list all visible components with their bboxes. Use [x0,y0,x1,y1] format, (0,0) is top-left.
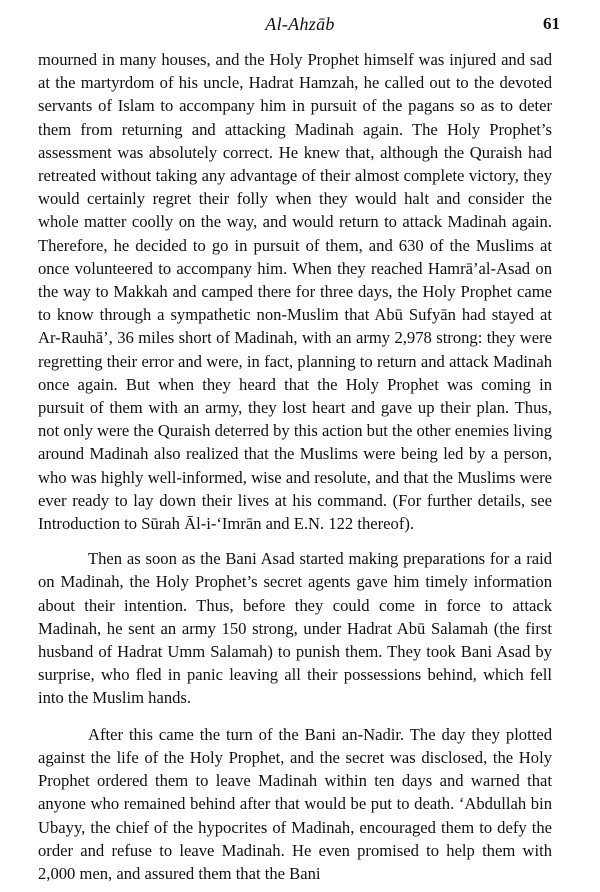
paragraph-continuation: mourned in many houses, and the Holy Prophet himself was injured and sad at the martyrdom of his uncle, Hadrat Hamzah, he called out to the devoted servants of Islam to accompany him in pursuit of the pagans so as to deter them from returning and attacking Madinah again. The Holy Prophet’s assessment was absolutely correct. He knew that, although the Quraish had retreated without taking any advantage of their almost complete victory, they would certainly regret their folly when they would halt and consider the whole matter coolly on the way, and would return to attack Madinah again. Therefore, he decided to go in pursuit of them, and 630 of the Muslims at once volunteered to accompany him. When they reached Hamrā’al-Asad on the way to Makkah and camped there for three days, the Holy Prophet came to know through a sympathetic non-Muslim that Abū Sufyān had stayed at Ar-Rauhā’, 36 miles short of Madinah, with an army 2,978 strong: they were regretting their error and were, in fact, planning to return and attack Madinah once again. But when they heard that the Holy Prophet was coming in pursuit of them with an army, they lost heart and gave up their plan. Thus, not only were the Quraish deterred by this action but the other enemies living around Madinah also realized that the Muslims were being led by a person, who was highly well-informed, wise and resolute, and that the Muslims were ever ready to lay down their lives at his command. (For further details, see Introduction to Sūrah Āl-i-‘Imrān and E.N. 122 thereof). [38,50,552,534]
paragraph-bani-asad: Then as soon as the Bani Asad started making preparations for a raid on Madinah, the Holy Prophet’s secret agents gave him timely information about their intention. Thus, before they could come in force to attack Madinah, he sent an army 150 strong, under Hadrat Abū Salamah (the first husband of Hadrat Umm Salamah) to punish them. They took Bani Asad by surprise, who fled in panic leaving all their possessions behind, which fell into the Muslim hands. [38,549,552,708]
running-title: Al-Ahzāb [265,14,335,34]
page-header [0,10,600,40]
body-text [38,48,552,885]
page-number: 61 [543,14,560,33]
paragraph-bani-an-nadir: After this came the turn of the Bani an-Nadir. The day they plotted against the life of the Holy Prophet, and the secret was disclosed, the Holy Prophet ordered them to leave Madinah within ten days and warned that anyone who remained behind after that would be put to death. ‘Abdullah bin Ubayy, the chief of the hypocrites of Madinah, encouraged them to defy the order and refuse to leave Madinah. He even promised to help them with 2,000 men, and assured them that the Bani [38,724,552,883]
